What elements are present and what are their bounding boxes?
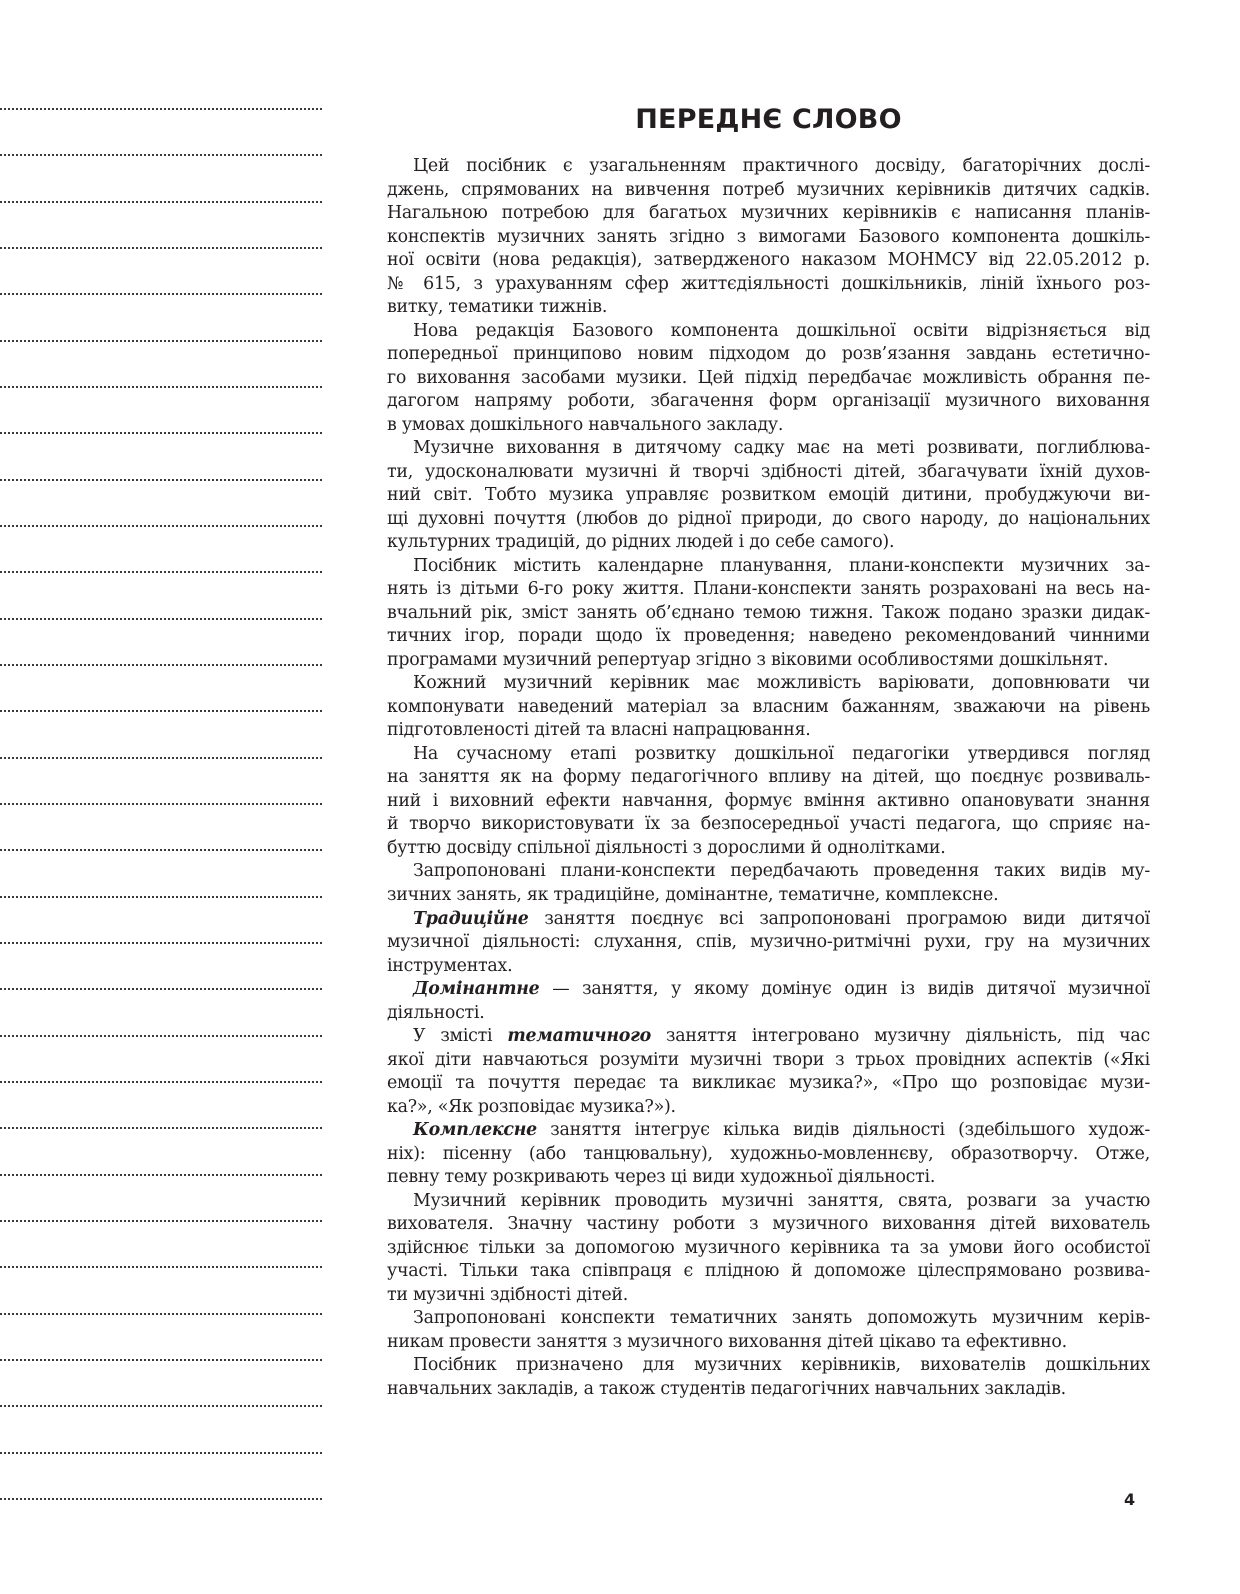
text-line: нять із дітьми 6-го року життя. Плани-конспекти занять розраховані на весь на- <box>387 579 1150 600</box>
line-text: — заняття, у якому домінує один із видів дитячої музичної <box>539 979 1150 1000</box>
note-line <box>0 618 322 620</box>
text-line: ти музичні здібності дітей. <box>387 1284 629 1305</box>
emphasized-term: Домінантне <box>413 979 540 1000</box>
note-line <box>0 1452 322 1454</box>
paragraph <box>387 908 1150 979</box>
text-line: участі. Тільки така співпраця є плідною й допоможе цілеспрямовано розвива- <box>387 1261 1150 1282</box>
note-line <box>0 942 322 944</box>
note-line <box>0 432 322 434</box>
text-line: Нагальною потребою для багатьох музичних керівників є написання планів- <box>387 203 1150 224</box>
text-line: дагогом напряму роботи, збагачення форм організації музичного виховання <box>387 391 1150 412</box>
text-line: якої діти навчаються розуміти музичні твори з трьох провідних аспектів («Які <box>387 1049 1150 1070</box>
text-line: вчальний рік, зміст занять об’єднано темою тижня. Також подано зразки дидак- <box>387 602 1150 623</box>
text-line: Цей посібник є узагальненням практичного досвіду, багаторічних дослі- <box>413 156 1150 176</box>
text-line: попередньої принципово новим підходом до розв’язання завдань естетично- <box>387 344 1150 365</box>
note-line <box>0 201 322 203</box>
text-line <box>387 908 1150 932</box>
line-text: заняття інтегрує кілька видів діяльності (здебільшого худож- <box>537 1120 1150 1141</box>
note-line <box>0 525 322 527</box>
text-line: й творчо використовувати їх за безпосередньої участі педагога, що сприяє на- <box>387 814 1150 835</box>
text-line: на заняття як на форму педагогічного впливу на дітей, що поєднує розвиваль- <box>387 767 1150 788</box>
text-line <box>387 1025 1150 1049</box>
text-line: зичних занять, як традиційне, домінантне, тематичне, комплексне. <box>387 884 999 905</box>
text-line: витку, тематики тижнів. <box>387 297 608 318</box>
line-text: заняття інтегровано музичну діяльність, під час <box>650 1026 1151 1047</box>
text-line: в умовах дошкільного навчального закладу. <box>387 414 784 435</box>
paragraph <box>387 743 1150 861</box>
note-line <box>0 1498 322 1500</box>
text-line: програмами музичний репертуар згідно з віковими особливостями дошкільнят. <box>387 649 1109 670</box>
note-line <box>0 1035 322 1037</box>
text-line: Музичне виховання в дитячому садку має на меті розвивати, поглиблюва- <box>413 438 1150 459</box>
note-line <box>0 1266 322 1268</box>
line-prefix: У змісті <box>413 1026 508 1047</box>
text-line: тичних ігор, поради щодо їх проведення; наведено рекомендований чинними <box>387 626 1150 647</box>
text-line: № 615, з урахуванням сфер життєдіяльності дошкільників, ліній їхнього роз- <box>387 273 1150 294</box>
note-line <box>0 1359 322 1361</box>
text-line: компонувати наведений матеріал за власним бажанням, зважаючи на рівень <box>387 696 1150 717</box>
note-line <box>0 247 322 249</box>
paragraph <box>387 555 1150 673</box>
text-line: буттю досвіду спільної діяльності з дорослими й однолітками. <box>387 837 946 858</box>
text-line: ніх): пісенну (або танцювальну), художньо-мовленнєву, образотворчу. Отже, <box>387 1143 1150 1164</box>
emphasized-term: тематичного <box>507 1026 651 1047</box>
text-line <box>387 1119 1150 1143</box>
text-line: ної освіти (нова редакція), затвердженого наказом МОНМСУ від 22.05.2012 р. <box>387 250 1150 271</box>
body-text <box>387 155 1150 1401</box>
paragraph <box>387 860 1150 907</box>
note-line <box>0 1405 322 1407</box>
note-line <box>0 154 322 156</box>
text-line: Посібник містить календарне планування, плани-конспекти музичних за- <box>413 555 1150 576</box>
text-line: На сучасному етапі розвитку дошкільної педагогіки утвердився погляд <box>413 743 1150 764</box>
text-line: щі духовні почуття (любов до рідної природи, до свого народу, до національних <box>387 508 1150 529</box>
note-line <box>0 896 322 898</box>
text-line <box>387 978 1150 1002</box>
note-line <box>0 1127 322 1129</box>
note-line <box>0 479 322 481</box>
note-line <box>0 710 322 712</box>
paragraph <box>387 1119 1150 1190</box>
text-line: емоції та почуття передає та викликає музика?», «Про що розповідає музи- <box>387 1073 1150 1094</box>
text-line: певну тему розкривають через ці види художньої діяльності. <box>387 1167 936 1188</box>
note-line <box>0 293 322 295</box>
paragraph <box>387 978 1150 1025</box>
paragraph <box>387 437 1150 555</box>
note-line <box>0 386 322 388</box>
text-line: никам провести заняття з музичного виховання дітей цікаво та ефективно. <box>387 1331 1067 1352</box>
note-line <box>0 108 322 110</box>
paragraph <box>387 320 1150 438</box>
emphasized-term: Комплексне <box>413 1120 537 1141</box>
text-line: культурних традицій, до рідних людей і до себе самого). <box>387 532 895 553</box>
text-line: Нова редакція Базового компонента дошкільної освіти відрізняється від <box>413 320 1150 341</box>
text-line: джень, спрямованих на вивчення потреб музичних керівників дитячих садків. <box>387 179 1150 200</box>
page-title: ПЕРЕДНЄ СЛОВО <box>635 104 902 135</box>
text-line: діяльності. <box>387 1002 485 1023</box>
paragraph <box>387 1190 1150 1308</box>
notes-margin <box>0 0 322 1594</box>
text-line: Запропоновані плани-конспекти передбачають проведення таких видів му- <box>413 861 1150 882</box>
note-line <box>0 849 322 851</box>
note-line <box>0 1220 322 1222</box>
paragraph <box>387 672 1150 743</box>
text-line: Кожний музичний керівник має можливість варіювати, доповнювати чи <box>413 673 1150 694</box>
paragraph <box>387 1307 1150 1354</box>
note-line <box>0 340 322 342</box>
note-line <box>0 1313 322 1315</box>
text-line: Посібник призначено для музичних керівників, вихователів дошкільних <box>413 1355 1150 1376</box>
paragraph <box>387 155 1150 320</box>
text-line: підготовленості дітей та власні напрацювання. <box>387 720 811 741</box>
text-line: ний і виховний ефекти навчання, формує вміння активно опановувати знання <box>387 790 1150 811</box>
note-line <box>0 571 322 573</box>
text-line: Музичний керівник проводить музичні заняття, свята, розваги за участю <box>413 1190 1150 1211</box>
text-line: інструментах. <box>387 955 513 976</box>
text-line: го виховання засобами музики. Цей підхід передбачає можливість обрання пе- <box>387 367 1150 388</box>
note-line <box>0 803 322 805</box>
text-line: ти, удосконалювати музичні й творчі здібності дітей, збагачувати їхній духов- <box>387 461 1150 482</box>
line-text: заняття поєднує всі запропоновані програмою види дитячої <box>528 908 1150 929</box>
text-line: музичної діяльності: слухання, спів, музично-ритмічні рухи, гру на музичних <box>387 932 1150 953</box>
page-number: 4 <box>1124 1490 1136 1509</box>
text-line: здійснює тільки за допомогою музичного керівника та за умови його особистої <box>387 1237 1150 1258</box>
paragraph <box>387 1025 1150 1119</box>
text-line: Запропоновані конспекти тематичних занять допоможуть музичним керів- <box>413 1308 1150 1329</box>
text-line: вихователя. Значну частину роботи з музичного виховання дітей вихователь <box>387 1214 1150 1235</box>
text-line: ний світ. Тобто музика управляє розвитком емоцій дитини, пробуджуючи ви- <box>387 485 1150 506</box>
note-line <box>0 664 322 666</box>
note-line <box>0 1081 322 1083</box>
emphasized-term: Традиційне <box>413 908 529 929</box>
note-line <box>0 1174 322 1176</box>
note-line <box>0 757 322 759</box>
text-line: навчальних закладів, а також студентів педагогічних навчальних закладів. <box>387 1378 1066 1399</box>
note-line <box>0 988 322 990</box>
paragraph <box>387 1354 1150 1401</box>
text-line: ка?», «Як розповідає музика?»). <box>387 1096 676 1117</box>
text-line: конспектів музичних занять згідно з вимогами Базового компонента дошкіль- <box>387 226 1150 247</box>
